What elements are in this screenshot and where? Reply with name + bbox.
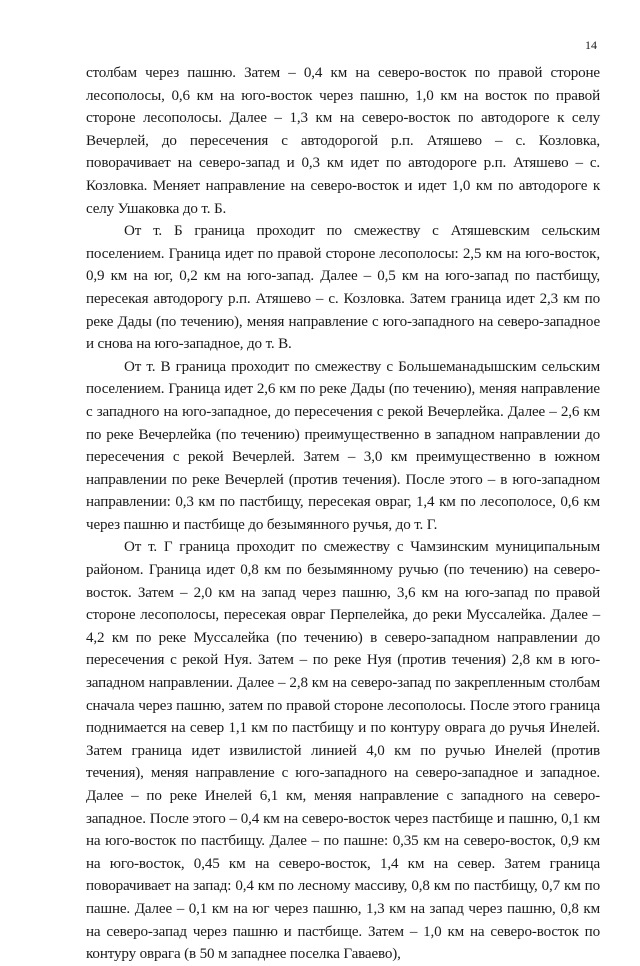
page-number: 14 (585, 38, 597, 52)
document-body (86, 62, 600, 966)
paragraph-point-g: От т. Г граница проходит по смежеству с Чамзинским муниципальным районом. Граница идет 0,8 км по безымянному ручью (по течению) на северо-восток. Затем – 2,0 км на запад через пашню, 3,6 км на юго-запад по правой стороне лесополосы, пересекая овраг Перпелейка, до реки Муссалейка. Далее – 4,2 км по реке Муссалейка (по течению) в северо-западном направлении до пересечения с рекой Нуя. Затем – по реке Нуя (против течения) 2,8 км в юго-западном направлении. Далее – 2,8 км на северо-запад по закрепленным столбам сначала через пашню, затем по правой стороне лесополосы. После этого граница поднимается на север 1,1 км по пастбищу и по контуру оврага до ручья Инелей. Затем граница идет извилистой линией 4,0 км по ручью Инелей (против течения), меняя направление с юго-западного на северо-западное и западное. Далее – по реке Инелей 6,1 км, меняя направление с западного на северо-западное. После этого – 0,4 км на северо-восток через пастбище и пашню, 0,1 км на юго-восток по пастбищу. Далее – по пашне: 0,35 км на северо-восток, 0,9 км на юго-восток, 0,45 км на северо-восток, 1,4 км на север. Затем граница поворачивает на запад: 0,4 км по лесному массиву, 0,8 км по пастбищу, 0,7 км по пашне. Далее – 0,1 км на юг через пашню, 1,3 км на запад через пашню, 0,8 км на северо-запад через пашню и пастбище. Затем – 1,0 км на северо-восток по контуру оврага (в 50 м западнее поселка Гаваево), (86, 539, 600, 963)
paragraph-continuation: столбам через пашню. Затем – 0,4 км на северо-восток по правой стороне лесополосы, 0,6 км на юго-восток через пашню, 1,0 км на восток по правой стороне лесополосы. Далее – 1,3 км на северо-восток по автодороге к селу Вечерлей, до пересечения с автодорогой р.п. Атяшево – с. Козловка, поворачивает на северо-запад и 0,3 км идет по автодороге р.п. Атяшево – с. Козловка. Меняет направление на северо-восток и идет 1,0 км по автодороге к селу Ушаковка до т. Б. (86, 65, 600, 217)
paragraph-point-b: От т. Б граница проходит по смежеству с Атяшевским сельским поселением. Граница идет по правой стороне лесополосы: 2,5 км на юго-восток, 0,9 км на юг, 0,2 км на юго-запад. Далее – 0,5 км на юго-запад по пастбищу, пересекая автодорогу р.п. Атяшево – с. Козловка. Затем граница идет 2,3 км по реке Дады (по течению), меняя направление с юго-западного на северо-западное и снова на юго-западное, до т. В. (86, 223, 600, 353)
paragraph-point-v: От т. В граница проходит по смежеству с Большеманадышским сельским поселением. Граница идет 2,6 км по реке Дады (по течению), меняя направление с западного на юго-западное, до пересечения с рекой Вечерлейка. Далее – 2,6 км по реке Вечерлейка (по течению) преимущественно в западном направлении до пересечения с рекой Вечерлей. Затем – 3,0 км преимущественно в южном направлении по реке Вечерлей (против течения). После этого – в юго-западном направлении: 0,3 км по пастбищу, пересекая овраг, 1,4 км по лесополосе, 0,6 км через пашню и пастбище до безымянного ручья, до т. Г. (86, 358, 600, 533)
